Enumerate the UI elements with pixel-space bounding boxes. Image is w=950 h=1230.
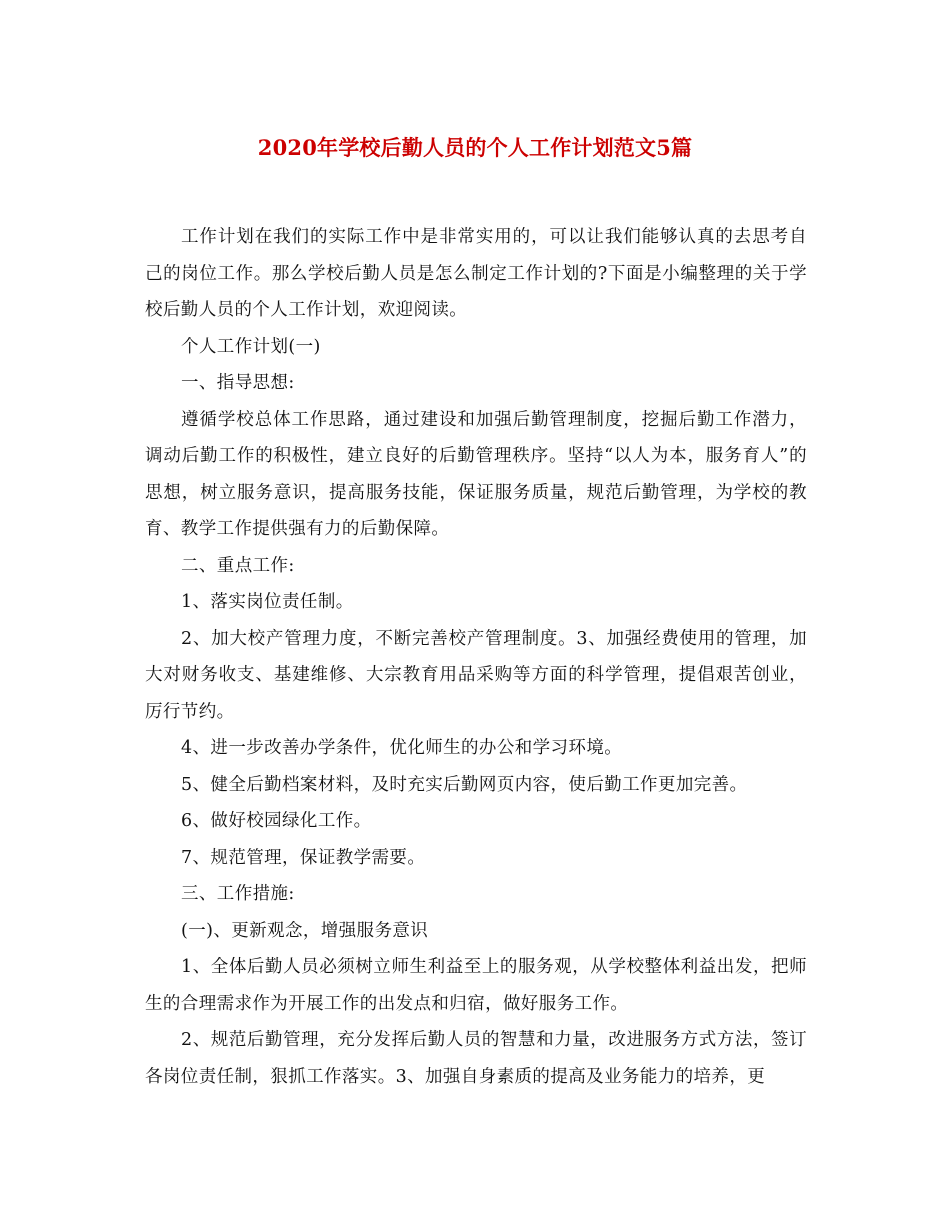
subheading-update-concepts: (一)、更新观念，增强服务意识 xyxy=(181,920,429,941)
paragraph-ideology: 遵循学校总体工作思路，通过建设和加强后勤管理制度，挖掘后勤工作潜力，调动后勤工作的积极性，建立良好的后勤管理秩序。坚持“以人为本，服务育人”的思想，树立服务意识，提高服务技能，保证服务质量，规范后勤管理，为学校的教育、教学工作提供强有力的后勤保障。 xyxy=(145,409,807,539)
document-body xyxy=(145,219,807,1095)
measure-item-2-3: 2、规范后勤管理，充分发挥后勤人员的智慧和力量，改进服务方式方法，签订各岗位责任制，狠抓工作落实。3、加强自身素质的提高及业务能力的培养，更 xyxy=(145,1030,807,1087)
list-item-4: 4、进一步改善办学条件，优化师生的办公和学习环境。 xyxy=(181,738,623,758)
heading-work-measures: 三、工作措施: xyxy=(181,884,295,904)
list-item-1: 1、落实岗位责任制。 xyxy=(181,592,354,612)
list-item-6: 6、做好校园绿化工作。 xyxy=(181,811,372,831)
list-item-7: 7、规范管理，保证教学需要。 xyxy=(181,847,426,868)
heading-key-work: 二、重点工作: xyxy=(181,555,295,576)
list-item-5: 5、健全后勤档案材料，及时充实后勤网页内容，使后勤工作更加完善。 xyxy=(181,774,748,795)
list-item-2-3: 2、加大校产管理力度，不断完善校产管理制度。3、加强经费使用的管理，加大对财务收支、基建维修、大宗教育用品采购等方面的科学管理，提倡艰苦创业，厉行节约。 xyxy=(145,628,807,722)
paragraph-intro: 工作计划在我们的实际工作中是非常实用的，可以让我们能够认真的去思考自己的岗位工作。那么学校后勤人员是怎么制定工作计划的?下面是小编整理的关于学校后勤人员的个人工作计划，欢迎阅读。 xyxy=(145,227,807,320)
measure-item-1: 1、全体后勤人员必须树立师生利益至上的服务观，从学校整体利益出发，把师生的合理需求作为开展工作的出发点和归宿，做好服务工作。 xyxy=(145,957,807,1014)
heading-guiding-ideology: 一、指导思想: xyxy=(181,373,295,393)
document-title: 2020年学校后勤人员的个人工作计划范文5篇 xyxy=(257,135,693,160)
document-page xyxy=(145,0,807,1230)
heading-plan-one: 个人工作计划(一) xyxy=(181,336,321,357)
